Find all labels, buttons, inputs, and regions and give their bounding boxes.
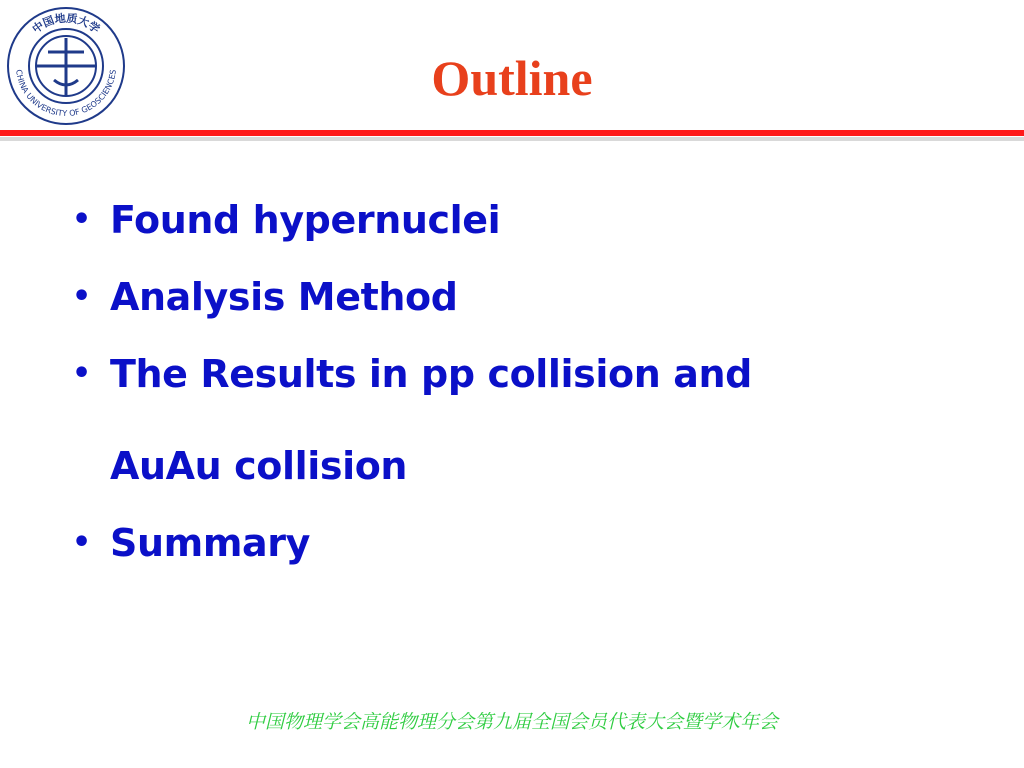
outline-item (72, 513, 972, 573)
logo-text-top: 中国地质大学 (29, 11, 103, 36)
outline-item-line: Found hypernuclei (110, 198, 501, 242)
bullet-icon: • (72, 202, 92, 237)
outline-item-line: Summary (110, 521, 310, 565)
header-rule (0, 130, 1024, 136)
outline-item-text (110, 267, 972, 327)
logo-text-bottom: CHINA UNIVERSITY OF GEOSCIENCES (14, 68, 118, 119)
outline-item-line: AuAu collision (110, 444, 408, 488)
slide-title: Outline (431, 50, 593, 106)
outline-item-line: Analysis Method (110, 275, 458, 319)
outline-item-text (110, 513, 972, 573)
outline-item (72, 344, 972, 496)
footer-conference-text: 中国物理学会高能物理分会第九届全国会员代表大会暨学术年会 (245, 711, 778, 733)
bullet-icon: • (72, 279, 92, 314)
outline-item (72, 190, 972, 250)
header-rule-shadow (0, 137, 1024, 141)
outline-list (72, 190, 972, 590)
outline-item-text (110, 344, 972, 496)
bullet-icon: • (72, 525, 92, 560)
bullet-icon: • (72, 356, 92, 391)
outline-item-line: The Results in pp collision and (110, 352, 752, 396)
outline-item-text (110, 190, 972, 250)
outline-item (72, 267, 972, 327)
